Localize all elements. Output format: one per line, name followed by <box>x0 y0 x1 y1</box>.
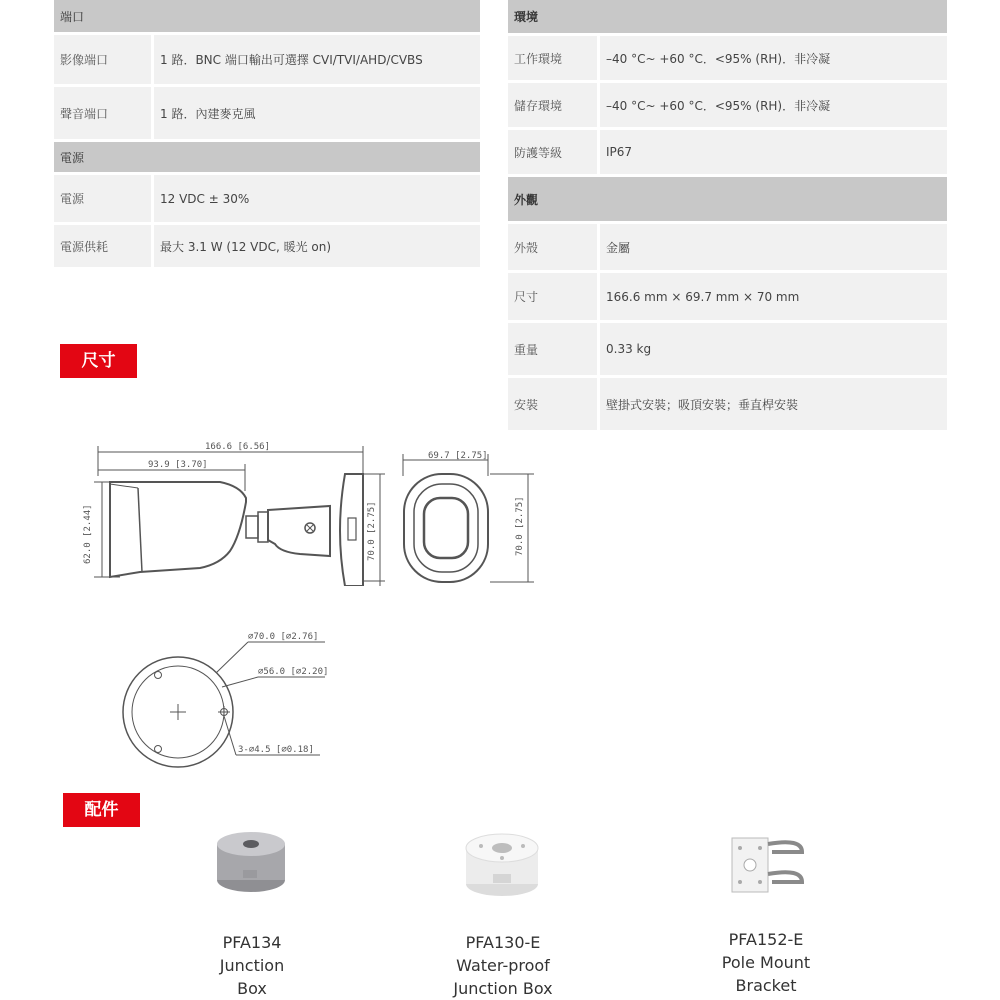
base-pcd-label: ⌀56.0 [⌀2.20] <box>258 667 329 677</box>
accessory-1-line2: Box <box>237 979 267 998</box>
accessory-3-line2: Bracket <box>735 976 797 995</box>
accessory-3-label <box>696 928 836 997</box>
accessories-section-title: 配件 <box>63 793 140 827</box>
install-label: 安裝 <box>508 378 600 430</box>
environment-appearance-table <box>508 0 947 433</box>
accessory-3-model: PFA152-E <box>728 930 804 949</box>
video-port-label: 影像端口 <box>54 35 154 84</box>
operating-value: –40 °C~ +60 °C．<95% (RH)．非冷凝 <box>600 36 947 80</box>
junction-box-image <box>213 826 289 894</box>
casing-label: 外殼 <box>508 224 600 270</box>
total-length-label: 166.6 [6.56] <box>205 442 271 452</box>
accessory-3-line1: Pole Mount <box>721 953 811 972</box>
power-header: 電源 <box>54 142 480 172</box>
storage-label: 儲存環境 <box>508 83 600 127</box>
audio-port-value: 1 路．內建麥克風 <box>154 87 480 139</box>
body-height-label: 62.0 [2.44] <box>83 504 93 564</box>
dimensions-section-title: 尺寸 <box>60 344 137 378</box>
accessory-2-line2: Junction Box <box>453 979 553 998</box>
base-holes-label: 3-⌀4.5 [⌀0.18] <box>238 745 314 755</box>
accessory-1-line1: Junction <box>219 956 285 975</box>
accessory-1-label <box>192 931 312 1000</box>
front-width-label: 69.7 [2.75] <box>428 451 488 461</box>
dimension-label: 尺寸 <box>508 273 600 320</box>
water-proof-junction-box-image <box>463 828 541 898</box>
weight-label: 重量 <box>508 323 600 375</box>
ports-header: 端口 <box>54 0 480 32</box>
consumption-label: 電源供耗 <box>54 225 154 267</box>
storage-value: –40 °C~ +60 °C．<95% (RH)．非冷凝 <box>600 83 947 127</box>
install-value: 壁掛式安裝；吸頂安裝；垂直桿安裝 <box>600 378 947 430</box>
front-view-drawing <box>398 446 548 591</box>
accessory-1-model: PFA134 <box>222 933 282 952</box>
power-value: 12 VDC ± 30% <box>154 175 480 222</box>
accessory-2-line1: Water-proof <box>456 956 550 975</box>
accessory-2-model: PFA130-E <box>465 933 541 952</box>
ports-power-table <box>54 0 480 270</box>
base-outer-dia-label: ⌀70.0 [⌀2.76] <box>248 632 319 642</box>
accessory-2-label <box>433 931 573 1000</box>
video-port-value: 1 路．BNC 端口輸出可選擇 CVI/TVI/AHD/CVBS <box>154 35 480 84</box>
front-height-label: 70.0 [2.75] <box>515 496 525 556</box>
weight-value: 0.33 kg <box>600 323 947 375</box>
body-length-label: 93.9 [3.70] <box>148 460 208 470</box>
casing-value: 金屬 <box>600 224 947 270</box>
power-label: 電源 <box>54 175 154 222</box>
appearance-header: 外觀 <box>508 177 947 221</box>
dimension-value: 166.6 mm × 69.7 mm × 70 mm <box>600 273 947 320</box>
consumption-value: 最大 3.1 W (12 VDC, 暖光 on) <box>154 225 480 267</box>
pole-mount-bracket-image <box>728 834 806 896</box>
operating-label: 工作環境 <box>508 36 600 80</box>
base-height-label: 70.0 [2.75] <box>367 501 377 561</box>
side-view-drawing <box>80 436 400 586</box>
base-view-drawing <box>120 625 340 775</box>
audio-port-label: 聲音端口 <box>54 87 154 139</box>
protection-label: 防護等級 <box>508 130 600 174</box>
protection-value: IP67 <box>600 130 947 174</box>
environment-header: 環境 <box>508 0 947 33</box>
